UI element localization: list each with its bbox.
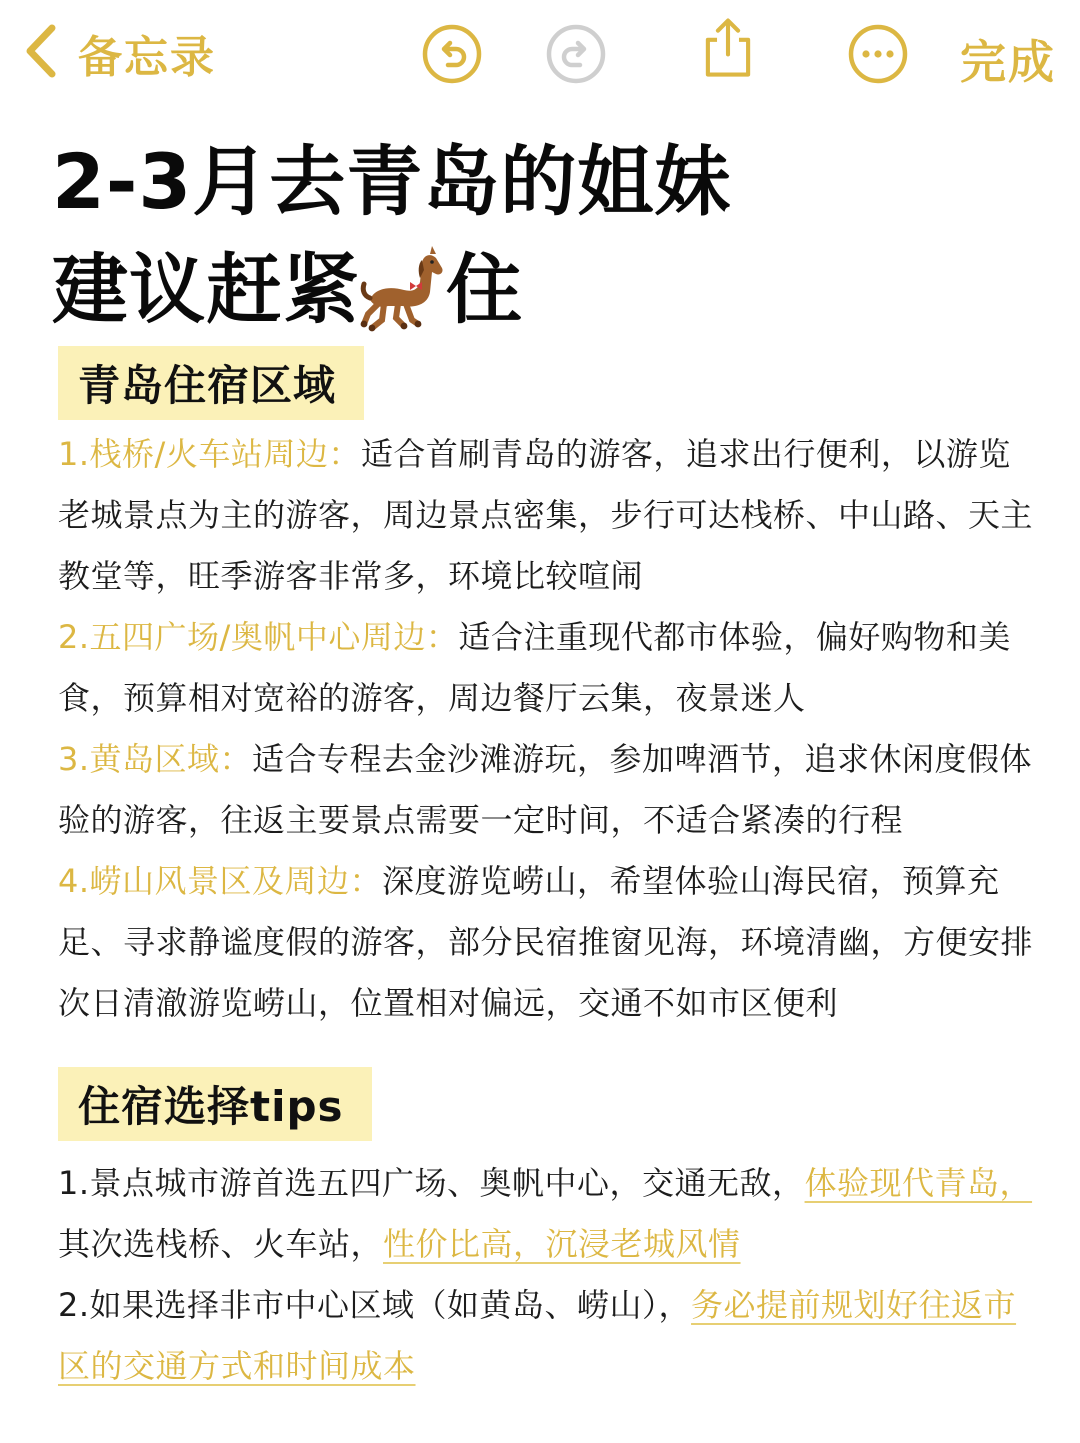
item-text: 适合注重现代都市体验，偏好购物和美食，预算相对宽裕的游客，周边餐厅云集，夜景迷人 (58, 618, 1011, 717)
tip-highlight: 体验现代青岛， (804, 1164, 1033, 1202)
item-text: 适合首刷青岛的游客，追求出行便利，以游览老城景点为主的游客，周边景点密集，步行可达栈桥、中山路、天主教堂等，旺季游客非常多，环境比较喧闹 (58, 435, 1034, 595)
tip-highlight: 性价比高，沉浸老城风情 (383, 1225, 741, 1263)
item-text: 深度游览崂山，希望体验山海民宿，预算充足、寻求静谧度假的游客，部分民宿推窗见海，环境清幽，方便安排次日清澈游览崂山，位置相对偏远，交通不如市区便利 (58, 862, 1034, 1022)
item-label: 2.五四广场/奥帆中心周边： (58, 618, 459, 656)
back-button[interactable] (22, 20, 216, 86)
tip-text: 1.景点城市游首选五四广场、奥帆中心，交通无敌， (58, 1164, 805, 1202)
more-icon[interactable] (846, 22, 910, 86)
title-line-2-start: 建议赶紧 (52, 245, 360, 334)
list-item (58, 607, 1043, 729)
tip-text: 2.如果选择非市中心区域（如黄岛、崂山）， (58, 1286, 692, 1324)
tip-highlight: 务必提前规划好往返市区的交通方式和时间成本 (58, 1286, 1017, 1385)
section-header-accommodation-tips: 住宿选择tips (58, 1067, 372, 1141)
list-item (58, 424, 1043, 607)
tip-item-2 (58, 1275, 1043, 1397)
title-line-2 (52, 236, 1032, 344)
title-line-2-end: 住 (446, 245, 523, 334)
done-button[interactable]: 完成 (960, 35, 1056, 89)
accommodation-tips-list (58, 1153, 1043, 1397)
horse-icon (360, 242, 446, 332)
section-header-accommodation-areas: 青岛住宿区域 (58, 346, 364, 420)
tip-text: 其次选栈桥、火车站， (58, 1225, 384, 1263)
undo-icon[interactable] (420, 22, 484, 86)
item-label: 4.崂山风景区及周边： (58, 862, 383, 900)
list-item (58, 851, 1043, 1034)
back-button-label: 备忘录 (78, 32, 216, 83)
list-item (58, 729, 1043, 851)
item-label: 1.栈桥/火车站周边： (58, 435, 361, 473)
item-text: 适合专程去金沙滩游玩，参加啤酒节，追求休闲度假体验的游客，往返主要景点需要一定时间，不适合紧凑的行程 (58, 740, 1033, 839)
navigation-bar (0, 0, 1080, 110)
redo-icon[interactable] (544, 22, 608, 86)
title-line-1: 2-3月去青岛的姐妹 (52, 137, 732, 226)
tip-item-1 (58, 1153, 1043, 1275)
note-title (52, 128, 1032, 344)
item-label: 3.黄岛区域： (58, 740, 253, 778)
share-icon[interactable] (696, 16, 760, 80)
chevron-left-icon (22, 22, 60, 84)
accommodation-areas-list (58, 424, 1043, 1034)
